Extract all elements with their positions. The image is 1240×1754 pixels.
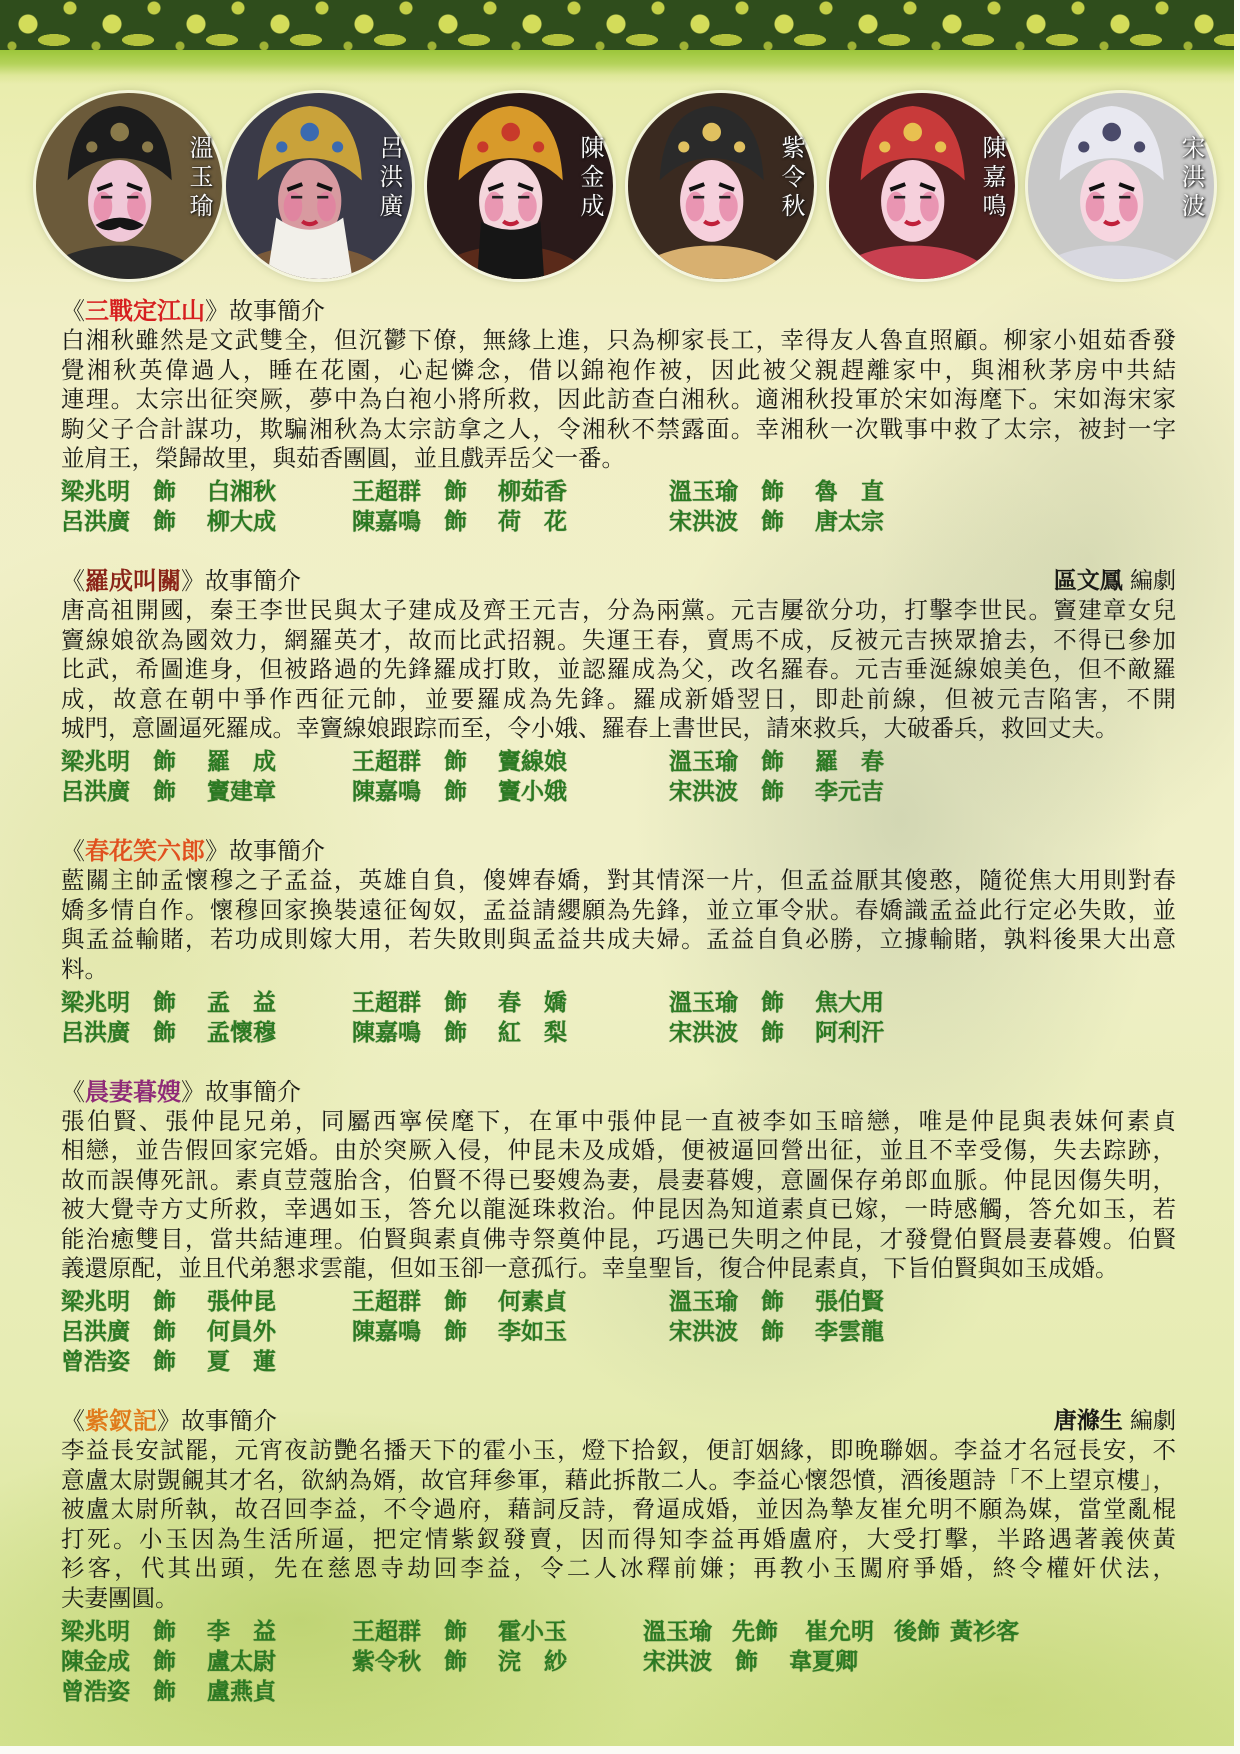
synopsis-line: 駒父子合計謀功，欺騙湘秋為太宗訪拿之人，令湘秋不禁露面。幸湘秋一次戰事中救了太宗，被封一字	[61, 414, 1176, 443]
cast-role-name: 焦大用	[815, 989, 884, 1016]
cast-role-verb: 飾	[761, 479, 784, 505]
play-title: 三戰定江山	[85, 296, 205, 325]
cast-actor-name: 梁兆明	[61, 989, 130, 1016]
synopsis-line: 連理。太宗出征突厥，夢中為白袍小將所救，因此訪查白湘秋。適湘秋投軍於宋如海麾下。宋如海宋家	[61, 385, 1176, 413]
cast-list	[61, 1287, 1176, 1377]
cast-role-name: 春 嬌	[498, 989, 567, 1016]
play-title: 春花笑六郎	[85, 836, 205, 865]
section-title	[61, 1077, 1176, 1107]
cast-row	[61, 1647, 1176, 1677]
cast-role-name: 柳茹香	[498, 479, 567, 505]
synopsis-line: 並肩王，榮歸故里，與茹香團圓，並且戲弄岳父一番。	[61, 444, 625, 472]
synopsis-label: 故事簡介	[205, 1077, 301, 1106]
cast-actor-name: 溫玉瑜	[669, 989, 738, 1016]
synopsis-line: 與孟益輸賭，若功成則嫁大用，若失敗則與孟益共成夫婦。孟益自負必勝，立據輸賭，孰料後果大出意	[61, 925, 1176, 953]
cast-role-name: 竇小娥	[498, 779, 567, 805]
cast-role-name: 李 益	[207, 1618, 276, 1645]
cast-actor-name: 王超群	[352, 989, 421, 1016]
portrait-name-label: 紫令秋	[777, 135, 805, 222]
synopsis-line: 城門，意圖逼死羅成。幸竇線娘跟踪而至，令小娥、羅春上書世民，請來救兵，大破番兵，救回丈夫。	[61, 714, 1119, 742]
synopsis-line: 藍關主帥孟懷穆之子孟益，英雄自負，傻婢春嬌，對其情深一片，但孟益厭其傻憨，隨從焦大用則對春	[61, 866, 1176, 894]
cast-role-verb: 飾	[153, 1678, 176, 1705]
cast-role-name: 浣 紗	[498, 1648, 567, 1675]
cast-actor-name: 陳嘉鳴	[352, 509, 421, 535]
synopsis-list	[61, 296, 1176, 1736]
synopsis-section	[61, 1406, 1176, 1707]
decorative-banner	[0, 0, 1240, 56]
synopsis-section	[61, 1077, 1176, 1378]
cast-role-name: 何員外	[207, 1319, 276, 1345]
synopsis-label: 故事簡介	[205, 567, 301, 595]
synopsis-line: 比武，希圖進身，但被路過的先鋒羅成打敗，並認羅成為父，改名羅春。元吉垂涎線娘美色，但不敵羅	[61, 655, 1176, 683]
cast-actor-name: 宋洪波	[669, 1319, 738, 1345]
cast-actor-name: 溫玉瑜	[669, 1289, 738, 1315]
cast-role-name: 荷 花	[498, 509, 567, 535]
cast-role-name: 韋夏卿	[789, 1648, 858, 1675]
cast-actor-name: 宋洪波	[669, 779, 738, 805]
cast-role-name: 紅 梨	[498, 1019, 567, 1046]
synopsis-line: 嬌多情自作。懷穆回家換裝遠征匈奴，孟益請纓願為先鋒，並立軍令狀。春嬌識孟益此行定必失敗，並	[61, 895, 1176, 924]
title-bracket-open: 《	[61, 567, 85, 595]
cast-row	[61, 1617, 1176, 1647]
actor-portrait	[829, 93, 1015, 279]
cast-actor-name: 宋洪波	[669, 509, 738, 535]
playwright-label: 編劇	[1130, 568, 1176, 594]
cast-role-verb: 飾	[153, 1349, 176, 1375]
section-title	[61, 1406, 1176, 1436]
cast-row	[61, 988, 1176, 1018]
cast-actor-name: 王超群	[352, 1618, 421, 1645]
cast-row	[61, 507, 1176, 537]
synopsis-line: 覺湘秋英偉過人，睡在花園，心起憐念，借以錦袍作被，因此被父親趕離家中，與湘秋茅房中共結	[61, 355, 1176, 384]
actor-portrait	[36, 93, 222, 279]
cast-role-name: 張仲昆	[207, 1289, 276, 1315]
cast-role-verb: 飾	[761, 779, 784, 805]
cast-actor-name: 梁兆明	[61, 749, 130, 775]
cast-role-name: 黃衫客	[950, 1618, 1019, 1645]
cast-role-verb: 飾	[153, 779, 176, 805]
playwright-name: 唐滌生	[1053, 1407, 1123, 1434]
cast-role-verb: 飾	[444, 1618, 467, 1645]
cast-role-verb: 飾	[153, 989, 176, 1016]
cast-role-name: 魯 直	[815, 479, 884, 505]
synopsis-label: 故事簡介	[181, 1407, 277, 1435]
synopsis-line: 白湘秋雖然是文武雙全，但沉鬱下僚，無緣上進，只為柳家長工，幸得友人魯直照顧。柳家小姐茹香發	[61, 326, 1176, 354]
play-title: 羅成叫關	[85, 566, 181, 595]
cast-role-name: 孟懷穆	[207, 1019, 276, 1046]
cast-role-verb: 飾	[153, 509, 176, 535]
synopsis-line: 竇線娘欲為國效力，網羅英才，故而比武招親。失運王春，賣馬不成，反被元吉挾眾搶去，不得已參加	[61, 625, 1176, 654]
cast-role-name: 盧太尉	[207, 1648, 276, 1675]
cast-role-name: 夏 蓮	[207, 1349, 276, 1375]
scan-edge	[1234, 0, 1240, 1754]
cast-actor-name: 曾浩姿	[61, 1349, 130, 1375]
synopsis-paragraph	[61, 1107, 1176, 1284]
playwright-name: 區文鳳	[1053, 567, 1123, 594]
cast-role-verb: 飾	[444, 1019, 467, 1046]
title-bracket-open: 《	[61, 837, 85, 865]
synopsis-line: 義還原配，並且代弟懇求雲龍，但如玉卻一意孤行。幸皇聖旨，復合仲昆素貞，下旨伯賢與如玉成婚。	[61, 1254, 1119, 1282]
synopsis-line: 成，故意在朝中爭作西征元帥，並要羅成為先鋒。羅成新婚翌日，即赴前線，但被元吉陷害，不開	[61, 684, 1176, 713]
cast-role-name: 盧燕貞	[207, 1678, 276, 1705]
cast-role-verb: 飾	[153, 479, 176, 505]
cast-actor-name: 陳嘉鳴	[352, 1319, 421, 1345]
synopsis-line: 張伯賢、張仲昆兄弟，同屬西寧侯麾下，在軍中張仲昆一直被李如玉暗戀，唯是仲昆與表妹何素貞	[61, 1106, 1176, 1135]
cast-actor-name: 紫令秋	[352, 1648, 421, 1675]
cast-role-name: 羅 成	[207, 749, 276, 775]
cast-role-name: 孟 益	[207, 989, 276, 1016]
cast-role-verb: 飾	[153, 749, 176, 775]
title-bracket-close: 》	[205, 297, 229, 325]
cast-actor-name: 曾浩姿	[61, 1678, 130, 1705]
synopsis-line: 衫客，代其出頭，先在慈恩寺劫回李益，令二人冰釋前嫌；再教小玉闖府爭婚，終令權奸伏法，	[61, 1554, 1176, 1582]
synopsis-line: 被大覺寺方丈所救，幸遇如玉，答允以龍涎珠救治。仲昆因為知道素貞已嫁，一時感觸，答允如玉，若	[61, 1195, 1176, 1223]
cast-role-name: 唐太宗	[815, 509, 884, 535]
title-bracket-close: 》	[181, 1077, 205, 1106]
cast-role-verb: 飾	[153, 1648, 176, 1675]
cast-row	[61, 1347, 1176, 1377]
cast-role-verb: 飾	[761, 1319, 784, 1345]
synopsis-line: 故而誤傳死訊。素貞荳蔻胎含，伯賢不得已娶嫂為妻，晨妻暮嫂，意圖保存弟郎血脈。仲昆因傷失明，	[61, 1165, 1176, 1194]
synopsis-label: 故事簡介	[229, 297, 325, 325]
synopsis-line: 料。	[61, 954, 108, 983]
cast-row	[61, 777, 1176, 807]
cast-row	[61, 1677, 1176, 1707]
cast-actor-name: 呂洪廣	[61, 1319, 130, 1345]
cast-row	[61, 1018, 1176, 1048]
cast-actor-name: 溫玉瑜	[643, 1618, 712, 1645]
section-title	[61, 566, 1176, 596]
cast-row	[61, 747, 1176, 777]
cast-role-verb: 飾	[444, 1289, 467, 1315]
cast-actor-name: 陳嘉鳴	[352, 779, 421, 805]
cast-actor-name: 王超群	[352, 1289, 421, 1315]
cast-role-verb: 飾	[153, 1019, 176, 1046]
playwright-credit	[1054, 1406, 1176, 1436]
title-bracket-open: 《	[61, 297, 85, 325]
synopsis-line: 打死。小玉因為生活所逼，把定情紫釵發賣，因而得知李益再婚盧府，大受打擊，半路遇著義俠黃	[61, 1524, 1176, 1553]
cast-role-verb: 飾	[735, 1648, 758, 1675]
cast-role-name: 竇線娘	[498, 749, 567, 775]
cast-role-name: 崔允明	[805, 1618, 874, 1645]
portrait-name-label: 陳嘉鳴	[978, 135, 1006, 222]
cast-list	[61, 477, 1176, 537]
title-bracket-close: 》	[157, 1407, 181, 1435]
synopsis-section	[61, 566, 1176, 807]
cast-role-verb: 飾	[444, 749, 467, 775]
cast-actor-name: 梁兆明	[61, 1618, 130, 1645]
synopsis-paragraph	[61, 1436, 1176, 1613]
cast-row	[61, 1317, 1176, 1347]
synopsis-section	[61, 836, 1176, 1048]
cast-role-name: 柳大成	[207, 509, 276, 535]
cast-role-verb: 飾	[444, 479, 467, 505]
cast-row	[61, 1287, 1176, 1317]
cast-actor-name: 陳嘉鳴	[352, 1019, 421, 1046]
cast-actor-name: 呂洪廣	[61, 1019, 130, 1046]
actor-portraits-row	[0, 93, 1240, 283]
cast-role-verb: 飾	[761, 1019, 784, 1046]
synopsis-line: 夫妻團圓。	[61, 1583, 179, 1612]
synopsis-line: 能治癒雙目，當共結連理。伯賢與素貞佛寺祭奠仲昆，巧遇已失明之仲昆，才發覺伯賢晨妻暮嫂。伯賢	[61, 1224, 1176, 1253]
cast-actor-name: 王超群	[352, 479, 421, 505]
portrait-name-label: 呂洪廣	[375, 135, 403, 222]
cast-role-verb: 飾	[761, 749, 784, 775]
title-bracket-close: 》	[205, 837, 229, 865]
section-title	[61, 836, 1176, 866]
synopsis-line: 李益長安試罷，元宵夜訪艷名播天下的霍小玉，燈下拾釵，便訂姻緣，即晚聯姻。李益才名冠長安，不	[61, 1436, 1176, 1464]
cast-role-verb: 先飾	[732, 1618, 778, 1645]
cast-role-verb: 飾	[444, 1319, 467, 1345]
actor-portrait	[628, 93, 814, 279]
synopsis-paragraph	[61, 596, 1176, 744]
cast-list	[61, 1617, 1176, 1707]
cast-actor-name: 梁兆明	[61, 1289, 130, 1315]
title-bracket-open: 《	[61, 1077, 85, 1106]
cast-role-name: 阿利汗	[815, 1019, 884, 1046]
synopsis-line: 意盧太尉覬覦其才名，欲納為婿，故官拜參軍，藉此拆散二人。李益心懷怨憤，酒後題詩「不上望京樓」，	[61, 1465, 1176, 1494]
cast-actor-name: 呂洪廣	[61, 509, 130, 535]
actor-portrait	[226, 93, 412, 279]
cast-role-name: 何素貞	[498, 1289, 567, 1315]
cast-actor-name: 宋洪波	[669, 1019, 738, 1046]
portrait-name-label: 宋洪波	[1177, 135, 1205, 222]
cast-role-name: 羅 春	[815, 749, 884, 775]
cast-role-name: 李如玉	[498, 1319, 567, 1345]
cast-row	[61, 477, 1176, 507]
synopsis-line: 唐高祖開國，秦王李世民與太子建成及齊王元吉，分為兩黨。元吉屢欲分功，打擊李世民。竇建章女兒	[61, 596, 1176, 624]
synopsis-line: 相戀，並告假回家完婚。由於突厥入侵，仲昆未及成婚，便被逼回營出征，並且不幸受傷，失去踪跡，	[61, 1136, 1176, 1164]
cast-list	[61, 988, 1176, 1048]
synopsis-paragraph	[61, 326, 1176, 474]
cast-role-name: 李元吉	[815, 779, 884, 805]
play-title: 紫釵記	[85, 1406, 157, 1435]
cast-list	[61, 747, 1176, 807]
playwright-credit	[1054, 566, 1176, 596]
cast-actor-name: 宋洪波	[643, 1648, 712, 1675]
cast-actor-name: 溫玉瑜	[669, 749, 738, 775]
cast-role-verb: 飾	[444, 989, 467, 1016]
banner-green-band	[0, 50, 1240, 84]
synopsis-section	[61, 296, 1176, 537]
cast-role-name: 張伯賢	[815, 1289, 884, 1315]
cast-actor-name: 呂洪廣	[61, 779, 130, 805]
cast-role-name: 霍小玉	[498, 1618, 567, 1645]
cast-actor-name: 陳金成	[61, 1648, 130, 1675]
play-title: 晨妻暮嫂	[85, 1076, 181, 1106]
cast-role-verb: 飾	[153, 1319, 176, 1345]
cast-role-verb: 飾	[761, 509, 784, 535]
cast-role-verb: 飾	[153, 1618, 176, 1645]
cast-role-verb: 飾	[444, 1648, 467, 1675]
cast-role-name: 白湘秋	[207, 479, 276, 505]
cast-role-verb: 飾	[444, 779, 467, 805]
section-title	[61, 296, 1176, 326]
portrait-name-label: 陳金成	[576, 135, 604, 222]
cast-role-name: 竇建章	[207, 779, 276, 805]
cast-actor-name: 王超群	[352, 749, 421, 775]
synopsis-paragraph	[61, 866, 1176, 984]
cast-role-verb: 飾	[761, 989, 784, 1016]
synopsis-line: 被盧太尉所執，故召回李益，不令過府，藉詞反詩，脅逼成婚，並因為摯友崔允明不願為媒，當堂亂棍	[61, 1495, 1176, 1523]
cast-role-verb: 飾	[153, 1289, 176, 1315]
synopsis-label: 故事簡介	[229, 837, 325, 865]
cast-role-verb: 飾	[761, 1289, 784, 1315]
playwright-label: 編劇	[1130, 1408, 1176, 1434]
cast-role-verb: 飾	[444, 509, 467, 535]
actor-portrait	[1028, 93, 1214, 279]
cast-actor-name: 溫玉瑜	[669, 479, 738, 505]
title-bracket-open: 《	[61, 1407, 85, 1435]
scan-edge	[0, 1746, 1240, 1754]
cast-role-name: 李雲龍	[815, 1319, 884, 1345]
title-bracket-close: 》	[181, 567, 205, 595]
portrait-name-label: 溫玉瑜	[185, 135, 213, 222]
cast-actor-name: 梁兆明	[61, 479, 130, 505]
cast-role-verb: 後飾	[894, 1618, 940, 1645]
actor-portrait	[427, 93, 613, 279]
